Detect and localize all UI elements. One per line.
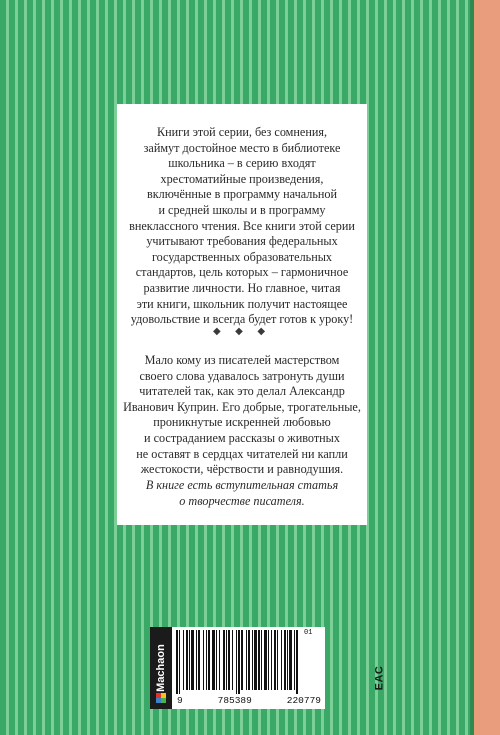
barcode-bar [179, 630, 180, 694]
text-line: школьника – в серию входят [168, 156, 316, 171]
barcode-bar [191, 630, 194, 690]
text-line: развитие личности. Но главное, читая [143, 280, 341, 295]
text-line: внеклассного чтения. Все книги этой серии [129, 218, 355, 233]
barcode-bar [226, 630, 227, 690]
barcode-bar [268, 630, 269, 690]
text-line: эти книги, школьник получит настоящее [136, 296, 348, 311]
barcode-panel [150, 627, 325, 709]
publisher-mark-icon [156, 693, 166, 703]
eac-certification-mark [372, 664, 386, 692]
barcode-bar [252, 630, 253, 690]
barcode-bar [277, 630, 278, 690]
eac-label: EAC [373, 665, 386, 691]
barcode-bar [287, 630, 288, 690]
barcode-bar [183, 630, 184, 690]
text-line: и состраданием рассказы о животных [144, 430, 340, 445]
spine-color-band [474, 0, 500, 735]
barcode-bar [176, 630, 178, 694]
barcode-bar [198, 630, 200, 690]
barcode-bar [203, 630, 204, 690]
intro-article-note [117, 478, 367, 509]
barcode-bar [261, 630, 262, 690]
barcode-bar [296, 630, 298, 694]
text-line: включённые в программу начальной [146, 187, 338, 202]
text-line: своего слова удавалось затронуть души [139, 368, 345, 383]
text-line: жестокости, чёрствости и равнодушия. [140, 462, 344, 477]
text-line: не оставят в сердцах читателей ни капли [136, 446, 348, 461]
barcode-bar [284, 630, 286, 690]
barcode-suffix: 01 [304, 629, 313, 637]
barcode-bar [236, 630, 237, 694]
barcode-digit-group: 9 [177, 695, 183, 706]
text-line: о творчестве писателя. [179, 493, 305, 508]
barcode-bar [281, 630, 282, 690]
barcode-bar [241, 630, 243, 690]
barcode-bar [206, 630, 207, 690]
barcode-bar [289, 630, 292, 690]
barcode-bar [238, 630, 240, 694]
text-line: удовольствие и всегда будет готов к уроку! [130, 312, 354, 327]
publisher-logo [150, 627, 172, 709]
author-description [117, 353, 367, 478]
barcode-bar [271, 630, 272, 690]
text-line: займут достойное место в библиотеке [143, 140, 341, 155]
blurb-panel [117, 104, 367, 525]
text-line: Книги этой серии, без сомнения, [156, 125, 328, 139]
barcode-bar [212, 630, 215, 690]
text-line: проникнутые искренней любовью [153, 415, 331, 430]
series-description [117, 125, 367, 328]
barcode-bar [216, 630, 217, 690]
text-line: В книге есть вступительная статья [145, 478, 339, 492]
barcode-digit-group: 220779 [286, 695, 321, 706]
text-line: читателей так, как это делал Александр [139, 384, 345, 399]
barcode-bar [232, 630, 233, 690]
text-line: Мало кому из писателей мастерством [144, 353, 340, 367]
text-line: хрестоматийные произведения, [160, 171, 324, 186]
text-line: и средней школы и в программу [158, 202, 326, 217]
barcode-bar [189, 630, 190, 690]
barcode-bar [274, 630, 276, 690]
barcode-bar [246, 630, 247, 690]
diamond-separator: ◆ ◆ ◆ [212, 326, 272, 337]
text-line: стандартов, цель которых – гармоничное [135, 265, 349, 280]
barcode-bar [254, 630, 257, 690]
barcode-bar [208, 630, 210, 690]
barcode-digits [177, 695, 321, 706]
barcode-bar [223, 630, 225, 690]
barcode-bar [219, 630, 220, 690]
barcode-bar [294, 630, 295, 690]
barcode-bar [264, 630, 267, 690]
barcode-bar [196, 630, 197, 690]
text-line: учитывают требования федеральных [146, 234, 338, 249]
publisher-name: Machaon [155, 644, 167, 692]
isbn-barcode [176, 630, 300, 694]
text-line: государственных образовательных [151, 249, 333, 264]
barcode-bar [228, 630, 230, 690]
barcode-bar [186, 630, 188, 690]
text-line: Иванович Куприн. Его добрые, трогательные, [123, 399, 361, 414]
barcode-digit-group: 785389 [217, 695, 252, 706]
barcode-bar [248, 630, 250, 690]
barcode-bar [258, 630, 260, 690]
